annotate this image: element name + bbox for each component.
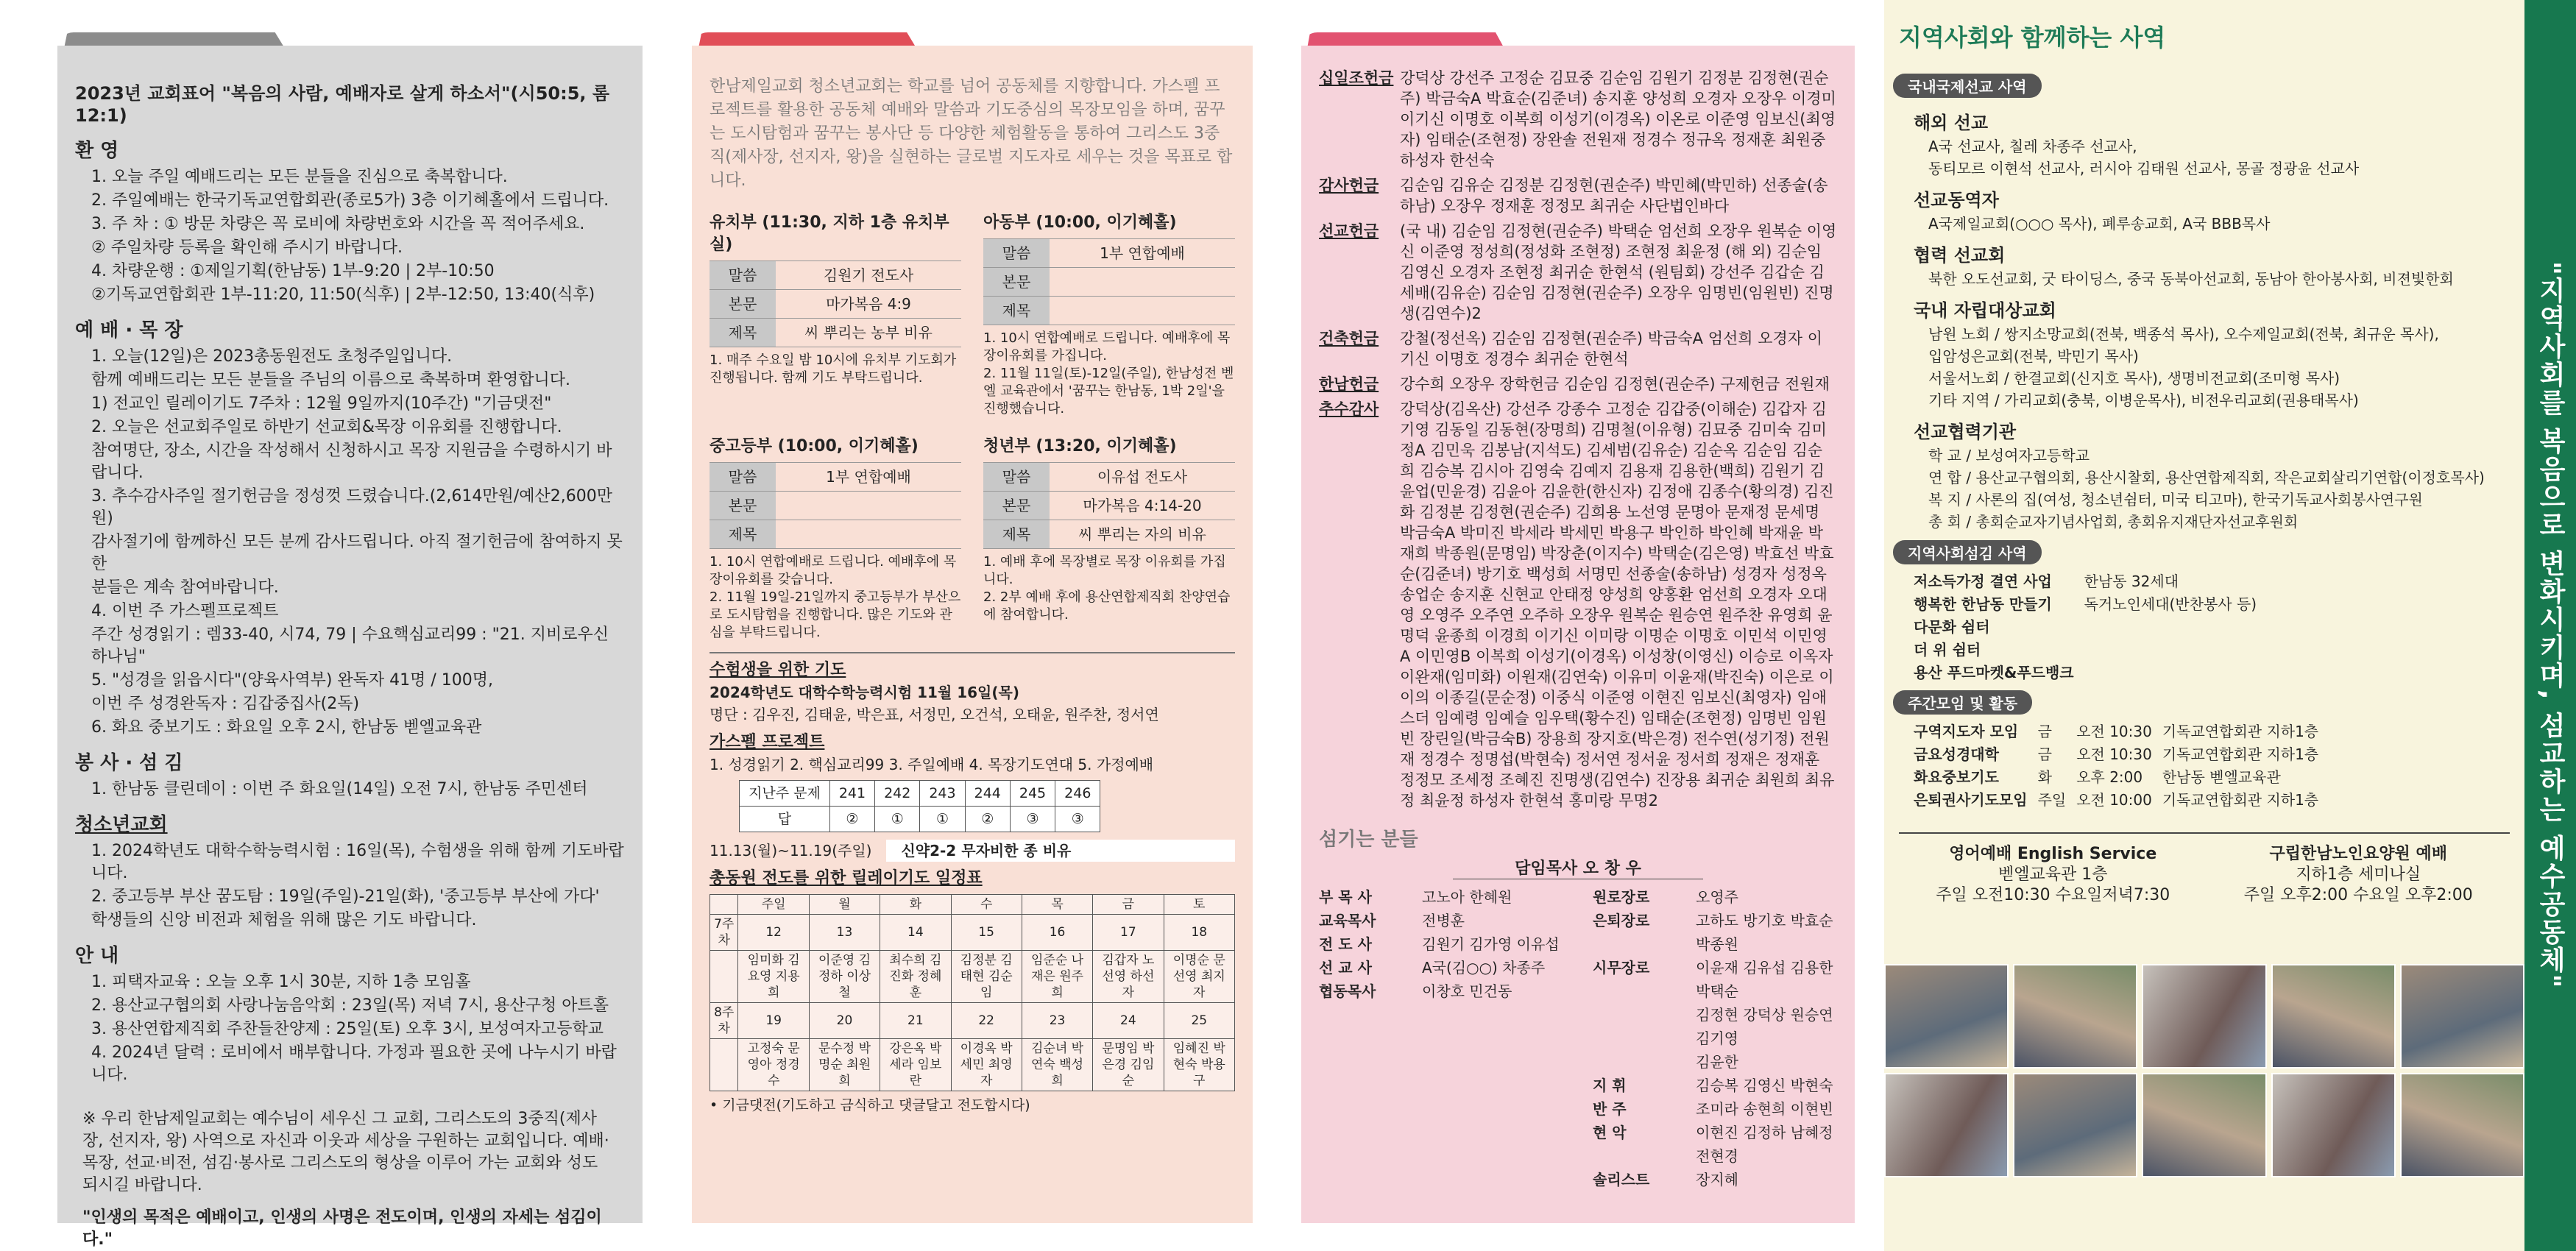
staff-names: 이현진 김정하 남혜정 전현경 xyxy=(1696,1124,1833,1165)
ministry-line: 동티모르 이현석 선교사, 러시아 김태원 선교사, 몽골 정광윤 선교사 xyxy=(1928,160,2360,177)
photo xyxy=(2142,964,2266,1069)
dept-grid-top xyxy=(710,205,1235,418)
dept-note: 2. 2부 예배 후에 용산연합제직회 찬양연습에 참여합니다. xyxy=(983,589,1231,623)
calendar-cell: 16 xyxy=(1022,915,1092,951)
relay-note: • 기금댓전(기도하고 금식하고 댓글달고 전도합시다) xyxy=(710,1097,1030,1113)
self-support-heading: 국내 자립대상교회 xyxy=(1914,300,2056,321)
relay-title: 총동원 전도를 위한 릴레이기도 일정표 xyxy=(710,869,983,887)
worship-item: 참여명단, 장소, 시간을 작성해서 신청하시고 목장 지원금을 수령하시기 바랍니다. xyxy=(91,442,612,482)
calendar-cell: 이경옥 박세민 최영자 xyxy=(951,1039,1022,1091)
staff-role: 협동목사 xyxy=(1319,982,1376,1000)
dept-row-key: 말씀 xyxy=(710,463,776,492)
table-cell: 금 xyxy=(2037,723,2052,740)
offering-label: 추수감사 xyxy=(1319,400,1379,418)
side-banner xyxy=(2524,0,2576,1251)
welcome-item: ②기독교연합회관 1부-11:20, 11:50(식후) | 2부-12:50, 13:40(식후) xyxy=(91,286,595,304)
staff-names: 장지혜 xyxy=(1696,1171,1738,1188)
quiz-cell: 245 xyxy=(1010,781,1055,807)
offering-label: 건축헌금 xyxy=(1319,330,1379,347)
calendar-cell: 19 xyxy=(738,1003,809,1039)
photo xyxy=(1884,964,2009,1069)
staff-role: 전 도 사 xyxy=(1319,935,1372,953)
worship-item: 함께 예배드리는 모든 분들을 주님의 이름으로 축복하며 환영합니다. xyxy=(91,371,571,389)
quiz-cell: ① xyxy=(875,807,920,832)
staff-names: 전병훈 xyxy=(1422,912,1465,929)
table-cell: 오전 10:30 xyxy=(2076,723,2152,740)
dept-row-value: 1부 연합예배 xyxy=(1050,239,1235,268)
overseas-heading: 해외 선교 xyxy=(1914,113,1989,133)
calendar-cell: 24 xyxy=(1093,1003,1164,1039)
weekly-pill: 주간모임 및 활동 xyxy=(1893,690,2032,715)
coop-list xyxy=(1928,268,2524,290)
local-table xyxy=(1914,569,2267,683)
calendar-cell: 13 xyxy=(809,915,880,951)
table-cell: 오전 10:00 xyxy=(2076,791,2152,809)
calendar-cell: 8주차 xyxy=(710,1003,738,1039)
table-cell: 금 xyxy=(2037,745,2052,763)
staff-names: 조미라 송현희 이현빈 xyxy=(1696,1100,1833,1118)
staff-role: 반 주 xyxy=(1593,1100,1627,1118)
calendar-cell: 주일 xyxy=(738,895,809,915)
dept-note: 1. 예배 후에 목장별로 목장 이유회를 가집니다. xyxy=(983,554,1226,587)
calendar-cell: 14 xyxy=(880,915,951,951)
staff-names: 고노아 한혜원 xyxy=(1422,888,1512,906)
dept-row-key: 제목 xyxy=(710,520,776,549)
photo xyxy=(2400,1073,2524,1177)
dept-children xyxy=(983,205,1235,418)
self-support-list xyxy=(1928,323,2524,411)
calendar-cell: 토 xyxy=(1164,895,1234,915)
dept-row-value: 마가복음 4:9 xyxy=(776,290,961,319)
photo xyxy=(2013,1073,2137,1177)
staff-names: 김원기 김가영 이유섭 xyxy=(1422,935,1560,953)
welcome-item: 3. 주 차 : ① 방문 차량은 꼭 로비에 차량번호와 시간을 꼭 적어주세요. xyxy=(91,215,585,233)
calendar-cell: 18 xyxy=(1164,915,1234,951)
calendar-cell: 임미화 김요영 지용희 xyxy=(738,951,809,1003)
staff-names: 고하도 방기호 박효순 박종원 xyxy=(1696,912,1833,953)
quiz-cell: 246 xyxy=(1055,781,1100,807)
youth-item: 2. 중고등부 부산 꿈도탐 : 19일(주일)-21일(화), '중고등부 부산에 가다' xyxy=(91,887,600,906)
worship-list xyxy=(75,346,625,739)
calendar-cell: 목 xyxy=(1022,895,1092,915)
staff-role: 선 교 사 xyxy=(1319,959,1372,977)
partner-list xyxy=(1928,213,2524,235)
ministry-line: 서울서노회 / 한결교회(신지호 목사), 생명비전교회(조미형 목사) xyxy=(1928,369,2340,387)
calendar-cell: 12 xyxy=(738,915,809,951)
dept-row-value: 김원기 전도사 xyxy=(776,261,961,290)
staff-role: 솔리스트 xyxy=(1593,1171,1650,1188)
photo xyxy=(2271,1073,2396,1177)
guide-heading: 안 내 xyxy=(75,945,119,967)
ministry-line: A국제일교회(○○○ 목사), 폐루송교회, A국 BBB목사 xyxy=(1928,215,2271,233)
staff-names: 김윤한 xyxy=(1696,1053,1738,1071)
community-panel xyxy=(1884,0,2524,1251)
calendar-cell: 고정숙 문영아 정경수 xyxy=(738,1039,809,1091)
offering-names: (국 내) 김순임 김정현(권순주) 박택순 엄선희 오장우 원복순 이영신 이준영 정성희(정성화 조현정) 조현정 최윤정 (해 외) 김순임 김영신 오경자 조현정 최귀순 한현석 (원팀회) 강선주 김갑순 김세배(김유순) 김순임 김정현(권순주) 오장우 임명빈(임원빈) 진명생(김연수)2 xyxy=(1400,222,1837,322)
dept-kindergarten xyxy=(710,205,961,418)
overseas-list xyxy=(1928,135,2524,180)
dept-row-value xyxy=(776,520,961,549)
table-cell: 기독교연합회관 지하1층 xyxy=(2162,745,2319,763)
quiz-cell: ① xyxy=(920,807,965,832)
welcome-item: 4. 차량운행 : ①제일기획(한남동) 1부-9:20 | 2부-10:50 xyxy=(91,262,495,280)
table-cell: 화 xyxy=(2037,768,2052,786)
table-cell: 화요중보기도 xyxy=(1914,768,1999,786)
staff-role xyxy=(1593,1050,1696,1074)
worship-item: 5. "성경을 읽읍시다"(양육사역부) 완독자 41명 / 100명, xyxy=(91,671,494,690)
dept-row-value: 씨 뿌리는 농부 비유 xyxy=(776,319,961,347)
service-item: 1. 한남동 클린데이 : 이번 주 화요일(14일) 오전 7시, 한남동 주민센터 xyxy=(91,780,588,798)
worship-item: 이번 주 성경완독자 : 김갑중집사(2독) xyxy=(91,695,360,713)
org-list xyxy=(1928,444,2524,533)
dept-row-key: 제목 xyxy=(710,319,776,347)
youth-church-panel xyxy=(692,46,1253,1223)
staff-names: 김정현 강덕상 원승연 김기영 xyxy=(1696,1006,1833,1047)
dept-grid-bottom xyxy=(710,428,1235,642)
photo xyxy=(2271,964,2396,1069)
dept-row-key: 제목 xyxy=(983,297,1050,325)
staff-role: 원로장로 xyxy=(1593,888,1650,906)
calendar-cell: 화 xyxy=(880,895,951,915)
table-cell: 다문화 쉼터 xyxy=(1914,618,1990,636)
calendar-cell: 금 xyxy=(1093,895,1164,915)
ministry-line: 입암성은교회(전북, 박민기 목사) xyxy=(1928,347,2139,365)
welcome-heading: 환 영 xyxy=(75,140,119,162)
serving-heading: 섬기는 분들 xyxy=(1319,829,1418,851)
weekly-table xyxy=(1914,719,2329,810)
nursing-service-time: 주일 오후2:00 수요일 오후2:00 xyxy=(2243,886,2473,904)
dept-row-key: 말씀 xyxy=(710,261,776,290)
table-cell: 한남동 32세대 xyxy=(2084,573,2179,590)
calendar-cell: 김정분 김태현 김순임 xyxy=(951,951,1022,1003)
service-info xyxy=(1899,832,2510,906)
calendar-cell: 23 xyxy=(1022,1003,1092,1039)
dept-note: 2. 11월 19일-21일까지 중고등부가 부산으로 도시탐험을 진행합니다. 많은 기도와 관심을 부탁드립니다. xyxy=(710,589,961,640)
welcome-item: 1. 오늘 주일 예배드리는 모든 분들을 진심으로 축복합니다. xyxy=(91,168,508,186)
photo xyxy=(2142,1073,2266,1177)
exam-date: 2024학년도 대학수학능력시험 11월 16일(목) xyxy=(710,684,1019,701)
staff-names: 이윤재 김유섭 김용한 박택순 xyxy=(1696,959,1833,1000)
community-title: 지역사회와 함께하는 사역 xyxy=(1899,24,2166,52)
calendar-cell: 25 xyxy=(1164,1003,1234,1039)
offering-label: 한남헌금 xyxy=(1319,375,1379,393)
exam-prayer-title: 수험생을 위한 기도 xyxy=(710,661,846,679)
calendar-cell: 20 xyxy=(809,1003,880,1039)
offering-names: 김순임 김유순 김정분 김정현(권순주) 박민혜(박민하) 선종술(송하남) 오장우 정재훈 정정모 최귀순 사단법인바다 xyxy=(1400,177,1828,215)
staff-role: 은퇴장로 xyxy=(1593,912,1650,929)
dept-note: 1. 10시 연합예배로 드립니다. 예배후에 목장이유회를 가집니다. xyxy=(983,330,1231,364)
photo xyxy=(1884,1073,2009,1177)
table-cell: 구역지도자 모임 xyxy=(1914,723,2019,740)
quiz-cell: 242 xyxy=(875,781,920,807)
calendar-cell: 임준순 나재은 원주희 xyxy=(1022,951,1092,1003)
guide-item: 4. 2024년 달력 : 로비에서 배부합니다. 가정과 필요한 곳에 나누시기 바랍니다. xyxy=(91,1043,617,1084)
dept-row-key: 본문 xyxy=(983,492,1050,520)
staff-role: 지 휘 xyxy=(1593,1077,1627,1094)
dept-note: 2. 11월 11일(토)-12일(주일), 한남성전 벧엘 교육관에서 '꿈꾸는 한남동, 1박 2일'을 진행했습니다. xyxy=(983,366,1234,417)
side-slogan: "지역사회를 복음으로 변화시키며, 섬교하는 예수공동체" xyxy=(2535,261,2566,990)
calendar-cell: 22 xyxy=(951,1003,1022,1039)
youth-list xyxy=(75,840,625,932)
photo xyxy=(2400,964,2524,1069)
gospel-items: 1. 성경읽기 2. 핵심교리99 3. 주일예배 4. 목장기도연대 5. 가정예배 xyxy=(710,756,1154,773)
calendar-cell xyxy=(710,895,738,915)
worship-heading: 예 배 · 목 장 xyxy=(75,319,183,341)
worship-item: 주간 성경읽기 : 렘33-40, 시74, 79 | 수요핵심교리99 : "21. 지비로우신 하나님" xyxy=(91,626,609,666)
dept-row-key: 말씀 xyxy=(983,239,1050,268)
offering-names: 강덕상(김옥산) 강선주 강종수 고정순 김갑중(이해순) 김갑자 김기영 김동일 김동현(장명희) 김명철(이유형) 김묘중 김미숙 김미정A 김민욱 김봉남(지석도) 김세범(김유순) 김순옥 김순임 김순희 김승복 김시아 김영숙 김예지 김용재 김용한(백희) 김원기 김윤업(민윤경) 김윤아 김윤한(한신자) 김정애 김종수(황의경) 김진화 김정분 김정현(권순주) 김희용 노선영 문명아 문재정 문세명 박금숙A 박미진 박세라 박세민 박용구 박인하 박인혜 박재윤 박재희 박종원(문명임) 박장춘(이지수) 박택순(김은영) 박효선 박효순(김준녀) 방기호 백성희 서명민 선종술(송하남) 성경자 성정옥 송업순 송지훈 신현교 안태정 양성희 양홍환 엄선희 오경자 오대영 오영주 오주연 오주하 오장우 원복순 원승연 원주찬 유영희 윤명덕 윤종희 이경희 이기신 이미랑 이명순 이명호 이민석 이민영A 이민영B 이복희 이성기(이경옥) 이성창(이영신) 이승로 이옥자 이완재(임미화) 이원재(김연숙) 이유미 이윤재(박진숙) 이은로 이이의 이종길(문순정) 이중식 이준영 이현진 임보신(최영자) 임애스더 임예령 임예슬 임우택(황수진) 임태순(조현정) 임명빈 임원빈 장린일(박금숙B) 장용희 장지호(박은경) 전수연(성기정) 전원재 정경수 정명섭(박현숙) 정서연 정서윤 정서희 정재은 정재훈 정정모 조세정 조혜진 진명생(김연수) 진장용 최귀순 최원희 최유정 최윤정 하성자 한현석 홍미랑 무명2 xyxy=(1400,400,1835,809)
table-cell: 은퇴권사기도모임 xyxy=(1914,791,2028,809)
quiz-table xyxy=(739,780,1100,832)
mission-pill: 국내국제선교 사역 xyxy=(1893,74,2042,98)
gospel-project-title: 가스펠 프로젝트 xyxy=(710,733,825,751)
church-news-panel xyxy=(57,46,643,1249)
dept-row-value xyxy=(1050,268,1235,297)
relay-calendar xyxy=(710,894,1235,1091)
calendar-cell: 7주차 xyxy=(710,915,738,951)
ministry-line: 남원 노회 / 쌍지소망교회(전북, 백종석 목사), 오수제일교회(전북, 최규운 목사), xyxy=(1928,325,2439,343)
calendar-cell: 문명임 박은경 김임순 xyxy=(1093,1039,1164,1091)
calendar-cell: 이명순 문선영 최지자 xyxy=(1164,951,1234,1003)
worship-item: 1) 전교인 릴레이기도 7주차 : 12월 9일까지(10주간) "기금댓전" xyxy=(91,394,552,413)
dept-title: 유치부 (11:30, 지하 1층 유치부실) xyxy=(710,213,949,254)
dept-row-value: 이유섭 전도사 xyxy=(1050,463,1235,492)
table-cell xyxy=(2084,660,2267,683)
calendar-cell: 수 xyxy=(951,895,1022,915)
welcome-item: 2. 주일예배는 한국기독교연합회관(종로5가) 3층 이기혜홀에서 드립니다. xyxy=(91,191,609,210)
org-heading: 선교협력기관 xyxy=(1914,422,2017,442)
offering-label: 십일조헌금 xyxy=(1319,69,1394,87)
english-service-place: 벧엘교육관 1층 xyxy=(1998,865,2108,884)
calendar-cell: 17 xyxy=(1093,915,1164,951)
staff-role xyxy=(1593,1003,1696,1050)
coop-heading: 협력 선교회 xyxy=(1914,245,2006,266)
nursing-service-place: 지하1층 세미나실 xyxy=(2296,865,2421,884)
dept-table xyxy=(983,238,1235,325)
guide-item: 1. 피택자교육 : 오늘 오후 1시 30분, 지하 1층 모임홀 xyxy=(91,973,471,991)
staff-names: 이창호 민건동 xyxy=(1422,982,1512,1000)
senior-pastor: 담임목사 오 창 우 xyxy=(1453,856,1703,879)
calendar-cell: 강은옥 박세라 임보란 xyxy=(880,1039,951,1091)
staff-role: 교육목사 xyxy=(1319,912,1376,929)
guide-list xyxy=(75,971,625,1086)
calendar-cell: 문수정 박명순 최원희 xyxy=(809,1039,880,1091)
table-cell: 한남동 벧엘교육관 xyxy=(2162,768,2281,786)
partner-heading: 선교동역자 xyxy=(1914,190,1999,210)
guide-item: 2. 용산교구협의회 사랑나눔음악회 : 23일(목) 저녁 7시, 용산구청 아트홀 xyxy=(91,996,609,1015)
calendar-cell: 21 xyxy=(880,1003,951,1039)
dept-note: 1. 매주 수요일 밤 10시에 유치부 기도회가 진행됩니다. 함께 기도 부탁드립니다. xyxy=(710,352,957,386)
dept-row-value: 마가복음 4:14-20 xyxy=(1050,492,1235,520)
dept-row-key: 본문 xyxy=(710,492,776,520)
english-service-title: 영어예배 English Service xyxy=(1949,845,2157,863)
dept-note: 1. 10시 연합예배로 드립니다. 예배후에 목장이유회를 갖습니다. xyxy=(710,554,957,587)
quiz-cell: 244 xyxy=(965,781,1010,807)
welcome-list xyxy=(75,166,625,306)
table-cell: 금요성경대학 xyxy=(1914,745,1999,763)
nursing-service-title: 구립한남노인요양원 예배 xyxy=(2269,845,2447,863)
ministry-line: 복 지 / 사론의 집(여성, 청소년쉼터, 미국 티고마), 한국기독교사회봉사연구원 xyxy=(1928,491,2423,508)
calendar-cell xyxy=(710,951,738,1003)
worship-item: 4. 이번 주 가스펠프로젝트 xyxy=(91,602,279,620)
dept-row-value xyxy=(776,492,961,520)
dept-table xyxy=(983,462,1235,549)
table-cell xyxy=(2084,637,2267,660)
quiz-cell: ② xyxy=(965,807,1010,832)
offering-list xyxy=(1301,46,1855,811)
table-cell xyxy=(2084,614,2267,637)
quiz-cell: 답 xyxy=(740,807,830,832)
table-cell: 독거노인세대(반찬봉사 등) xyxy=(2084,595,2257,613)
ministry-line: 기타 지역 / 가리교회(충북, 이병운목사), 비전우리교회(권용태목사) xyxy=(1928,391,2359,409)
staff-names: A국(김○○) 차종주 xyxy=(1422,959,1546,977)
calendar-cell xyxy=(710,1039,738,1091)
offering-panel xyxy=(1301,46,1855,1223)
calendar-cell: 15 xyxy=(951,915,1022,951)
ministry-line: 학 교 / 보성여자고등학교 xyxy=(1928,447,2090,464)
offering-label: 감사헌금 xyxy=(1319,177,1379,194)
dept-title: 아동부 (10:00, 이기혜홀) xyxy=(983,213,1177,232)
table-cell: 기독교연합회관 지하1층 xyxy=(2162,723,2319,740)
staff-names: 오영주 xyxy=(1696,888,1738,906)
quiz-cell: 243 xyxy=(920,781,965,807)
youth-intro: 한남제일교회 청소년교회는 학교를 넘어 공동체를 지향합니다. 가스펠 프로젝트를 활용한 공동체 예배와 말씀과 기도중심의 목장모임을 하며, 꿈꾸는 도시탐험과 꿈꾸는 봉사단 등 다양한 체험활동을 통하여 그리스도 3중직(제사장, 선지자, 왕)을 실현하는 글로벌 지도자로 세우는 것을 목표로 합니다. xyxy=(710,77,1233,190)
calendar-cell: 임혜진 박현숙 박용구 xyxy=(1164,1039,1234,1091)
dept-table xyxy=(710,261,961,347)
church-quote: "인생의 목적은 예배이고, 인생의 사명은 전도이며, 인생의 자세는 섬김이다." xyxy=(82,1208,602,1249)
dept-row-value: 씨 뿌리는 자의 비유 xyxy=(1050,520,1235,549)
ministry-line: 총 회 / 총회순교자기념사업회, 총회유지재단자선교후원회 xyxy=(1928,513,2299,531)
worship-item: 2. 오늘은 선교회주일로 하반기 선교회&목장 이유회를 진행합니다. xyxy=(91,418,562,436)
table-cell: 행복한 한남동 만들기 xyxy=(1914,595,2052,613)
youth-heading: 청소년교회 xyxy=(75,814,168,836)
church-motto: 2023년 교회표어 "복음의 사람, 예배자로 살게 하소서"(시50:5, 롬 12:1) xyxy=(75,83,610,126)
week-label: 11.13(월)~11.19(주일) xyxy=(710,842,872,860)
youth-item: 1. 2024학년도 대학수학능력시험 : 16일(목), 수험생을 위해 함께 기도바랍니다. xyxy=(91,842,624,882)
offering-names: 강수희 오장우 장학헌금 김순임 김정현(권순주) 구제헌금 전원재 xyxy=(1400,375,1830,393)
offering-names: 강덕상 강선주 고정순 김묘중 김순임 김원기 김정분 김정현(권순주) 박금숙A 박효순(김준녀) 송지훈 양성희 오경자 오장우 이경미 이기신 이명호 이복희 이성기(이경옥) 이온로 이준영 임보신(최영자) 임태순(조현정) 장완솔 전원재 정경수 정규옥 정재훈 최원중 하성자 한선숙 xyxy=(1400,69,1836,169)
table-cell: 오후 2:00 xyxy=(2076,768,2143,786)
ministry-line: A국 선교사, 칠레 차종주 선교사, xyxy=(1928,138,2137,155)
quiz-cell: 241 xyxy=(829,781,874,807)
welcome-item: ② 주일차량 등록을 확인해 주시기 바랍니다. xyxy=(91,238,403,257)
worship-item: 분들은 계속 참여바랍니다. xyxy=(91,578,279,597)
offering-names: 강철(정선옥) 김순임 김정현(권순주) 박금숙A 엄선희 오경자 이기신 이명호 정경수 최귀순 한현석 xyxy=(1400,330,1823,368)
dept-row-key: 본문 xyxy=(983,268,1050,297)
guide-item: 3. 용산연합제직회 주찬들찬양제 : 25일(토) 오후 3시, 보성여자고등학교 xyxy=(91,1020,604,1038)
ministry-line: 연 합 / 용산교구협의회, 용산시찰회, 용산연합제직회, 작은교회살리기연합(이정호목사) xyxy=(1928,469,2485,486)
quiz-cell: 지난주 문제 xyxy=(740,781,830,807)
worship-item: 3. 추수감사주일 절기헌금을 정성껏 드렸습니다.(2,614만원/예산2,600만원) xyxy=(91,487,612,528)
table-cell: 주일 xyxy=(2037,791,2067,809)
quiz-cell: ② xyxy=(829,807,874,832)
local-pill: 지역사회섬김 사역 xyxy=(1893,540,2042,564)
worship-item: 감사절기에 함께하신 모든 분께 감사드립니다. 아직 절기헌금에 참여하지 못한 xyxy=(91,533,623,573)
dept-title: 청년부 (13:20, 이기혜홀) xyxy=(983,437,1177,456)
worship-item: 1. 오늘(12일)은 2023총동원전도 초청주일입니다. xyxy=(91,347,453,366)
ministry-line: 북한 오도선교회, 굿 타이딩스, 중국 동북아선교회, 동남아 한아봉사회, 비젼빛한회 xyxy=(1928,270,2454,288)
offering-label: 선교헌금 xyxy=(1319,222,1379,240)
calendar-cell: 김순녀 박연숙 백성희 xyxy=(1022,1039,1092,1091)
calendar-cell: 최수희 김진화 정혜훈 xyxy=(880,951,951,1003)
calendar-cell: 김갑자 노선영 하선자 xyxy=(1093,951,1164,1003)
worship-item: 6. 화요 중보기도 : 화요일 오후 2시, 한남동 벧엘교육관 xyxy=(91,718,482,737)
exam-names: 명단 : 김우진, 김태윤, 박은표, 서정민, 오건석, 오태윤, 원주찬, 정서연 xyxy=(710,706,1159,723)
photo-collage xyxy=(1884,964,2524,1177)
dept-row-key: 제목 xyxy=(983,520,1050,549)
dept-row-key: 말씀 xyxy=(983,463,1050,492)
quiz-cell: ③ xyxy=(1010,807,1055,832)
service-heading: 봉 사 · 섬 김 xyxy=(75,752,183,774)
table-cell: 용산 푸드마켓&푸드뱅크 xyxy=(1914,664,2074,681)
dept-row-value xyxy=(1050,297,1235,325)
photo xyxy=(2013,964,2137,1069)
english-service-time: 주일 오전10:30 수요일저녁7:30 xyxy=(1936,886,2170,904)
youth-item: 학생들의 신앙 비전과 체험을 위해 많은 기도 바랍니다. xyxy=(91,911,477,929)
staff-role: 부 목 사 xyxy=(1319,888,1372,906)
staff-names: 김승복 김영신 박현숙 xyxy=(1696,1077,1833,1094)
dept-table xyxy=(710,462,961,549)
calendar-cell: 월 xyxy=(809,895,880,915)
church-closing: ※ 우리 한남제일교회는 예수님이 세우신 그 교회, 그리스도의 3중직(제사장, 선지자, 왕) 사역으로 자신과 이웃과 세상을 구원하는 교회입니다. 예배·목장, 선교·비전, 섬김·봉사로 그리스도의 형상을 이루어 가는 교회와 성도 되시길 바랍니다. xyxy=(82,1110,609,1194)
table-cell: 저소득가정 결연 사업 xyxy=(1914,573,2052,590)
staff-role: 시무장로 xyxy=(1593,959,1650,977)
dept-middle-high xyxy=(710,428,961,642)
staff-list xyxy=(1319,885,1837,1191)
dept-title: 중고등부 (10:00, 이기혜홀) xyxy=(710,437,919,456)
dept-young-adult xyxy=(983,428,1235,642)
service-list xyxy=(75,779,625,801)
table-cell: 더 위 쉼터 xyxy=(1914,641,1981,659)
quiz-cell: ③ xyxy=(1055,807,1100,832)
staff-role: 현 악 xyxy=(1593,1124,1627,1141)
table-cell: 오전 10:30 xyxy=(2076,745,2152,763)
dept-row-key: 본문 xyxy=(710,290,776,319)
table-cell: 기독교연합회관 지하1층 xyxy=(2162,791,2319,809)
week-text: 신약2-2 무자비한 종 비유 xyxy=(886,840,1235,862)
calendar-cell: 이준영 김정하 이상철 xyxy=(809,951,880,1003)
dept-row-value: 1부 연합예배 xyxy=(776,463,961,492)
